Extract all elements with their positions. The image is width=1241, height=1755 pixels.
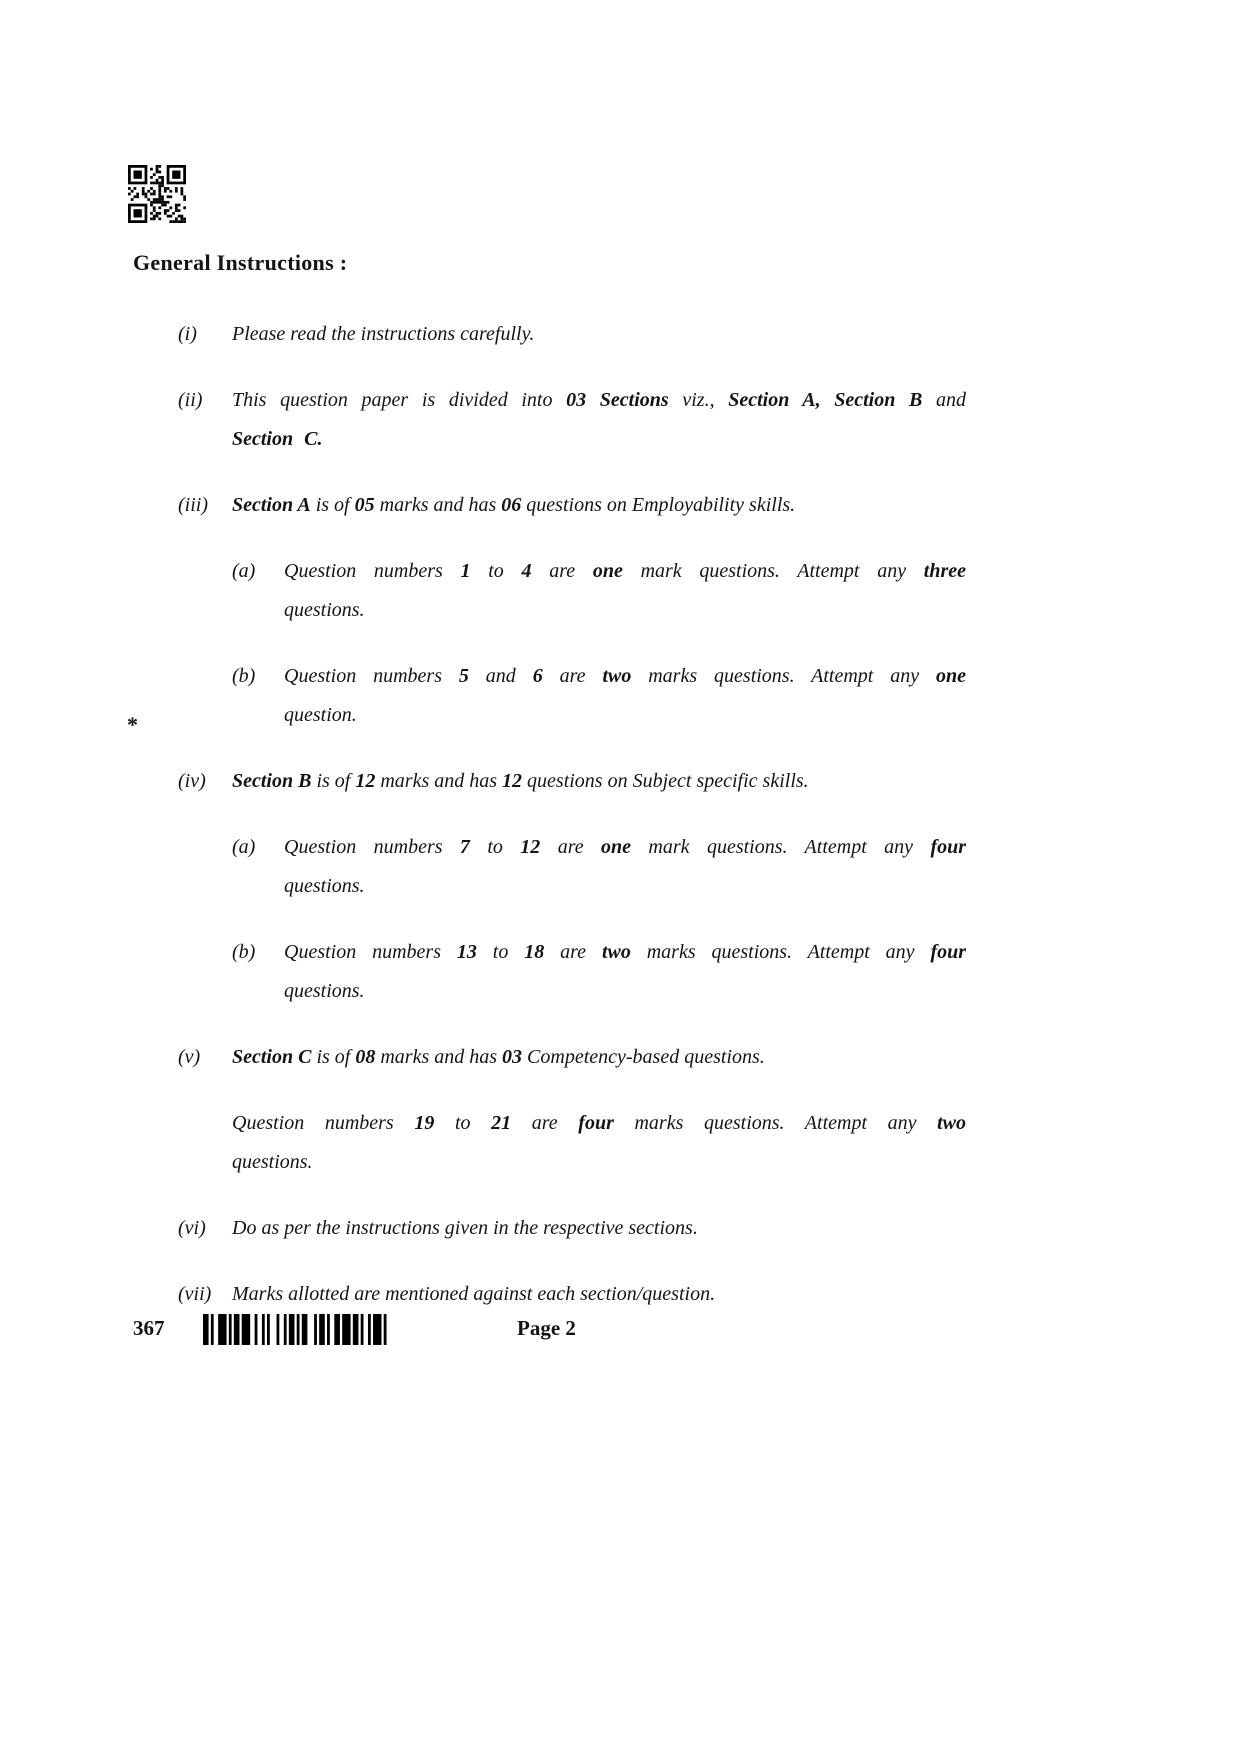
instruction-item-vi [178, 1209, 966, 1248]
instruction-item-ii [178, 381, 966, 459]
instruction-number: (vii) [178, 1283, 212, 1305]
instruction-item-iii [178, 486, 966, 735]
instruction-item-v [178, 1038, 966, 1182]
instruction-text: Section A is of 05 marks and has 06 questions on Employability skills. [232, 494, 796, 516]
instruction-subitem-a [232, 828, 966, 906]
instruction-item-i [178, 315, 966, 354]
instruction-text: Do as per the instructions given in the respective sections. [232, 1217, 698, 1239]
page-number: Page 2 [517, 1316, 576, 1340]
instructions-list [178, 315, 966, 1341]
instruction-subitem-a [232, 552, 966, 630]
instruction-number: (ii) [178, 389, 203, 411]
paper-code: 367 [133, 1316, 165, 1340]
instruction-text: Marks allotted are mentioned against each section/question. [232, 1283, 716, 1305]
subitem-text: Question numbers 7 to 12 are one mark questions. Attempt any four questions. [284, 836, 967, 897]
subitem-text: Question numbers 13 to 18 are two marks questions. Attempt any four questions. [284, 941, 967, 1002]
instruction-text: Section B is of 12 marks and has 12 questions on Subject specific skills. [232, 770, 809, 792]
subitem-number: (a) [232, 560, 256, 582]
instruction-continuation: Question numbers 19 to 21 are four marks questions. Attempt any two questions. [232, 1112, 967, 1173]
instruction-item-iv [178, 762, 966, 1011]
subitem-text: Question numbers 5 and 6 are two marks questions. Attempt any one question. [284, 665, 967, 726]
instruction-subitem-b [232, 657, 966, 735]
instruction-number: (iv) [178, 770, 206, 792]
qr-code-icon [128, 165, 186, 223]
instruction-number: (iii) [178, 494, 208, 516]
subitem-text: Question numbers 1 to 4 are one mark questions. Attempt any three questions. [284, 560, 967, 621]
subitem-number: (a) [232, 836, 256, 858]
instruction-number: (vi) [178, 1217, 206, 1239]
instruction-text: This question paper is divided into 03 Sections viz., Section A, Section B and Section C. [232, 389, 967, 450]
instruction-number: (v) [178, 1046, 201, 1068]
subitem-number: (b) [232, 941, 256, 963]
instruction-number: (i) [178, 323, 197, 345]
barcode-icon [203, 1314, 391, 1345]
page-title: General Instructions : [133, 250, 348, 275]
instruction-text: Section C is of 08 marks and has 03 Competency-based questions. [232, 1046, 765, 1068]
instruction-subitem-b [232, 933, 966, 1011]
instruction-text: Please read the instructions carefully. [232, 323, 535, 345]
subitem-number: (b) [232, 665, 256, 687]
margin-asterisk: * [127, 712, 138, 737]
instruction-item-vii [178, 1275, 966, 1314]
